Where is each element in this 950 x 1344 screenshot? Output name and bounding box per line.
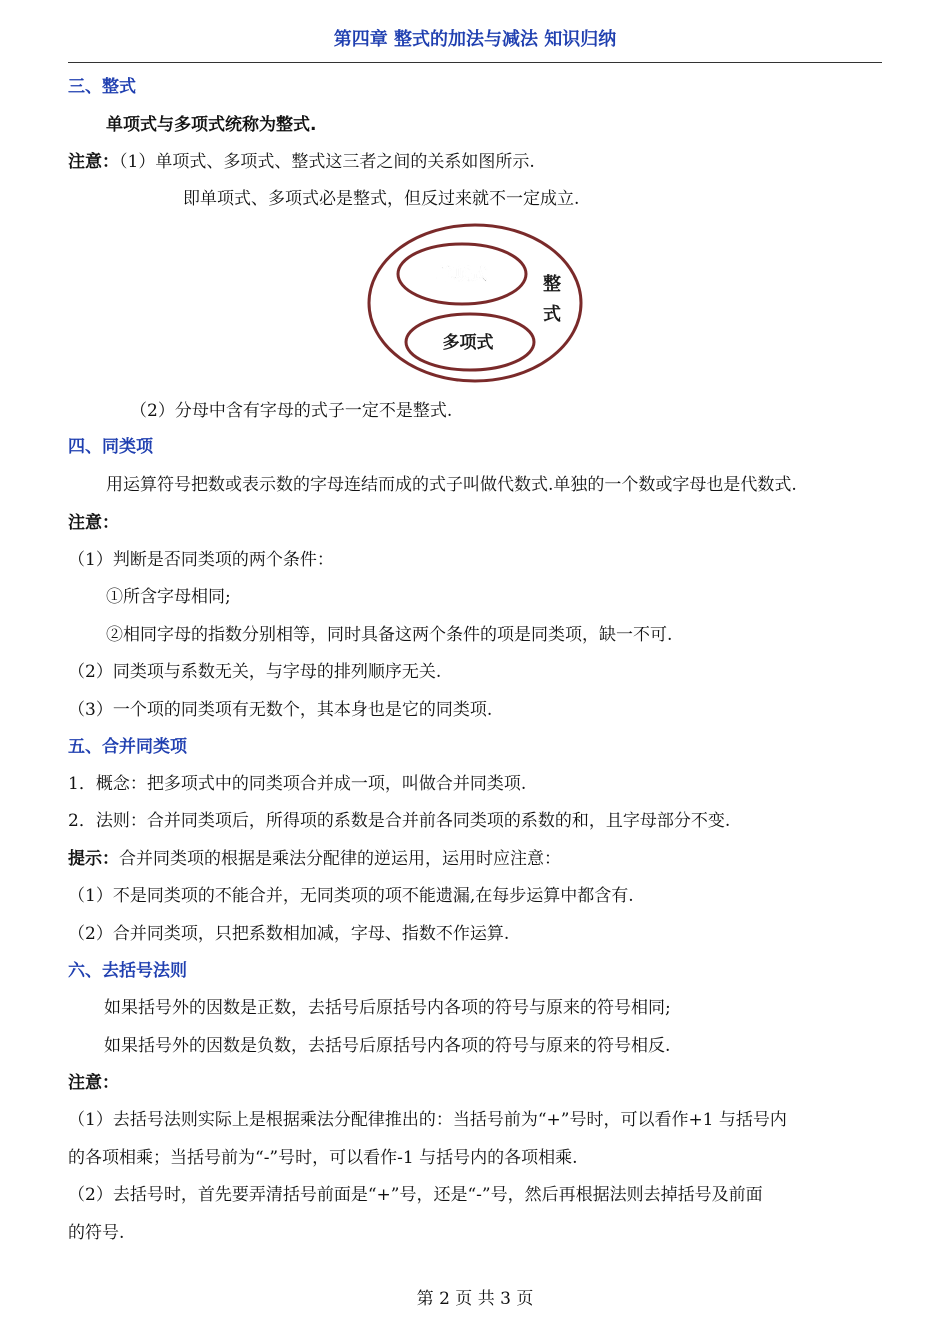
section-5-tip [68,846,561,872]
section-4-title: 四、同类项 [68,437,153,457]
section-4-note1b: ②相同字母的指数分别相等，同时具备这两个条件的项是同类项，缺一不可. [106,625,673,645]
section-5-tip2: （2）合并同类项，只把系数相加减，字母、指数不作运算. [68,924,510,944]
page-footer: 第 2 页 共 3 页 [416,1289,534,1309]
tip-label: 提示： [68,849,119,869]
page-header [68,24,882,63]
section-4-note1a: ①所含字母相同; [106,587,231,607]
header-title: 第四章 整式的加法与减法 知识归纳 [333,29,617,50]
section-6-note2-line1: （2）去括号时，首先要弄清括号前面是“+”号，还是“-”号，然后再根据法则去掉括号及前面 [68,1185,763,1205]
section-6-title: 六、去括号法则 [68,961,187,981]
section-3-note1 [68,149,535,175]
label-integral-char-1: 整 [543,274,561,295]
section-6-rule2: 如果括号外的因数是负数，去括号后原括号内各项的符号与原来的符号相反. [104,1036,671,1056]
label-polynomial: 多项式 [442,333,494,353]
note-label: 注意： [68,152,119,172]
section-5-concept: 1．概念：把多项式中的同类项合并成一项，叫做合并同类项. [68,774,527,794]
section-6-note1-line2: 的各项相乘；当括号前为“-”号时，可以看作-1 与括号内的各项相乘. [68,1148,578,1168]
label-monomial: 单项式 [436,265,488,285]
section-5-title: 五、合并同类项 [68,737,187,757]
section-3-note2: （2）分母中含有字母的式子一定不是整式. [130,401,453,421]
section-6-note1-line1: （1）去括号法则实际上是根据乘法分配律推出的：当括号前为“+”号时，可以看作+1 与括号内 [68,1110,787,1130]
section-4-note3: （3）一个项的同类项有无数个，其本身也是它的同类项. [68,700,493,720]
section-6-note2-line2: 的符号. [68,1223,125,1243]
label-integral-char-2: 式 [543,304,561,325]
note-text: （1）单项式、多项式、整式这三者之间的关系如图所示. [119,152,535,172]
section-5-tip1: （1）不是同类项的不能合并，无同类项的项不能遗漏,在每步运算中都含有. [68,886,634,906]
integral-expression-venn-diagram [366,222,584,384]
section-6-rule1: 如果括号外的因数是正数，去括号后原括号内各项的符号与原来的符号相同; [104,998,671,1018]
section-4-note1: （1）判断是否同类项的两个条件： [68,550,334,570]
tip-text: 合并同类项的根据是乘法分配律的逆运用，运用时应注意： [119,849,561,869]
section-3-title: 三、整式 [68,77,136,97]
section-3-note1b: 即单项式、多项式必是整式，但反过来就不一定成立. [183,189,580,209]
section-4-note2: （2）同类项与系数无关，与字母的排列顺序无关. [68,662,442,682]
section-4-note-label: 注意： [68,513,119,533]
section-6-note-label: 注意： [68,1073,119,1093]
section-5-rule: 2．法则：合并同类项后，所得项的系数是合并前各同类项的系数的和，且字母部分不变. [68,811,731,831]
section-3-definition: 单项式与多项式统称为整式. [106,115,317,135]
section-4-definition: 用运算符号把数或表示数的字母连结而成的式子叫做代数式.单独的一个数或字母也是代数式. [106,475,797,495]
